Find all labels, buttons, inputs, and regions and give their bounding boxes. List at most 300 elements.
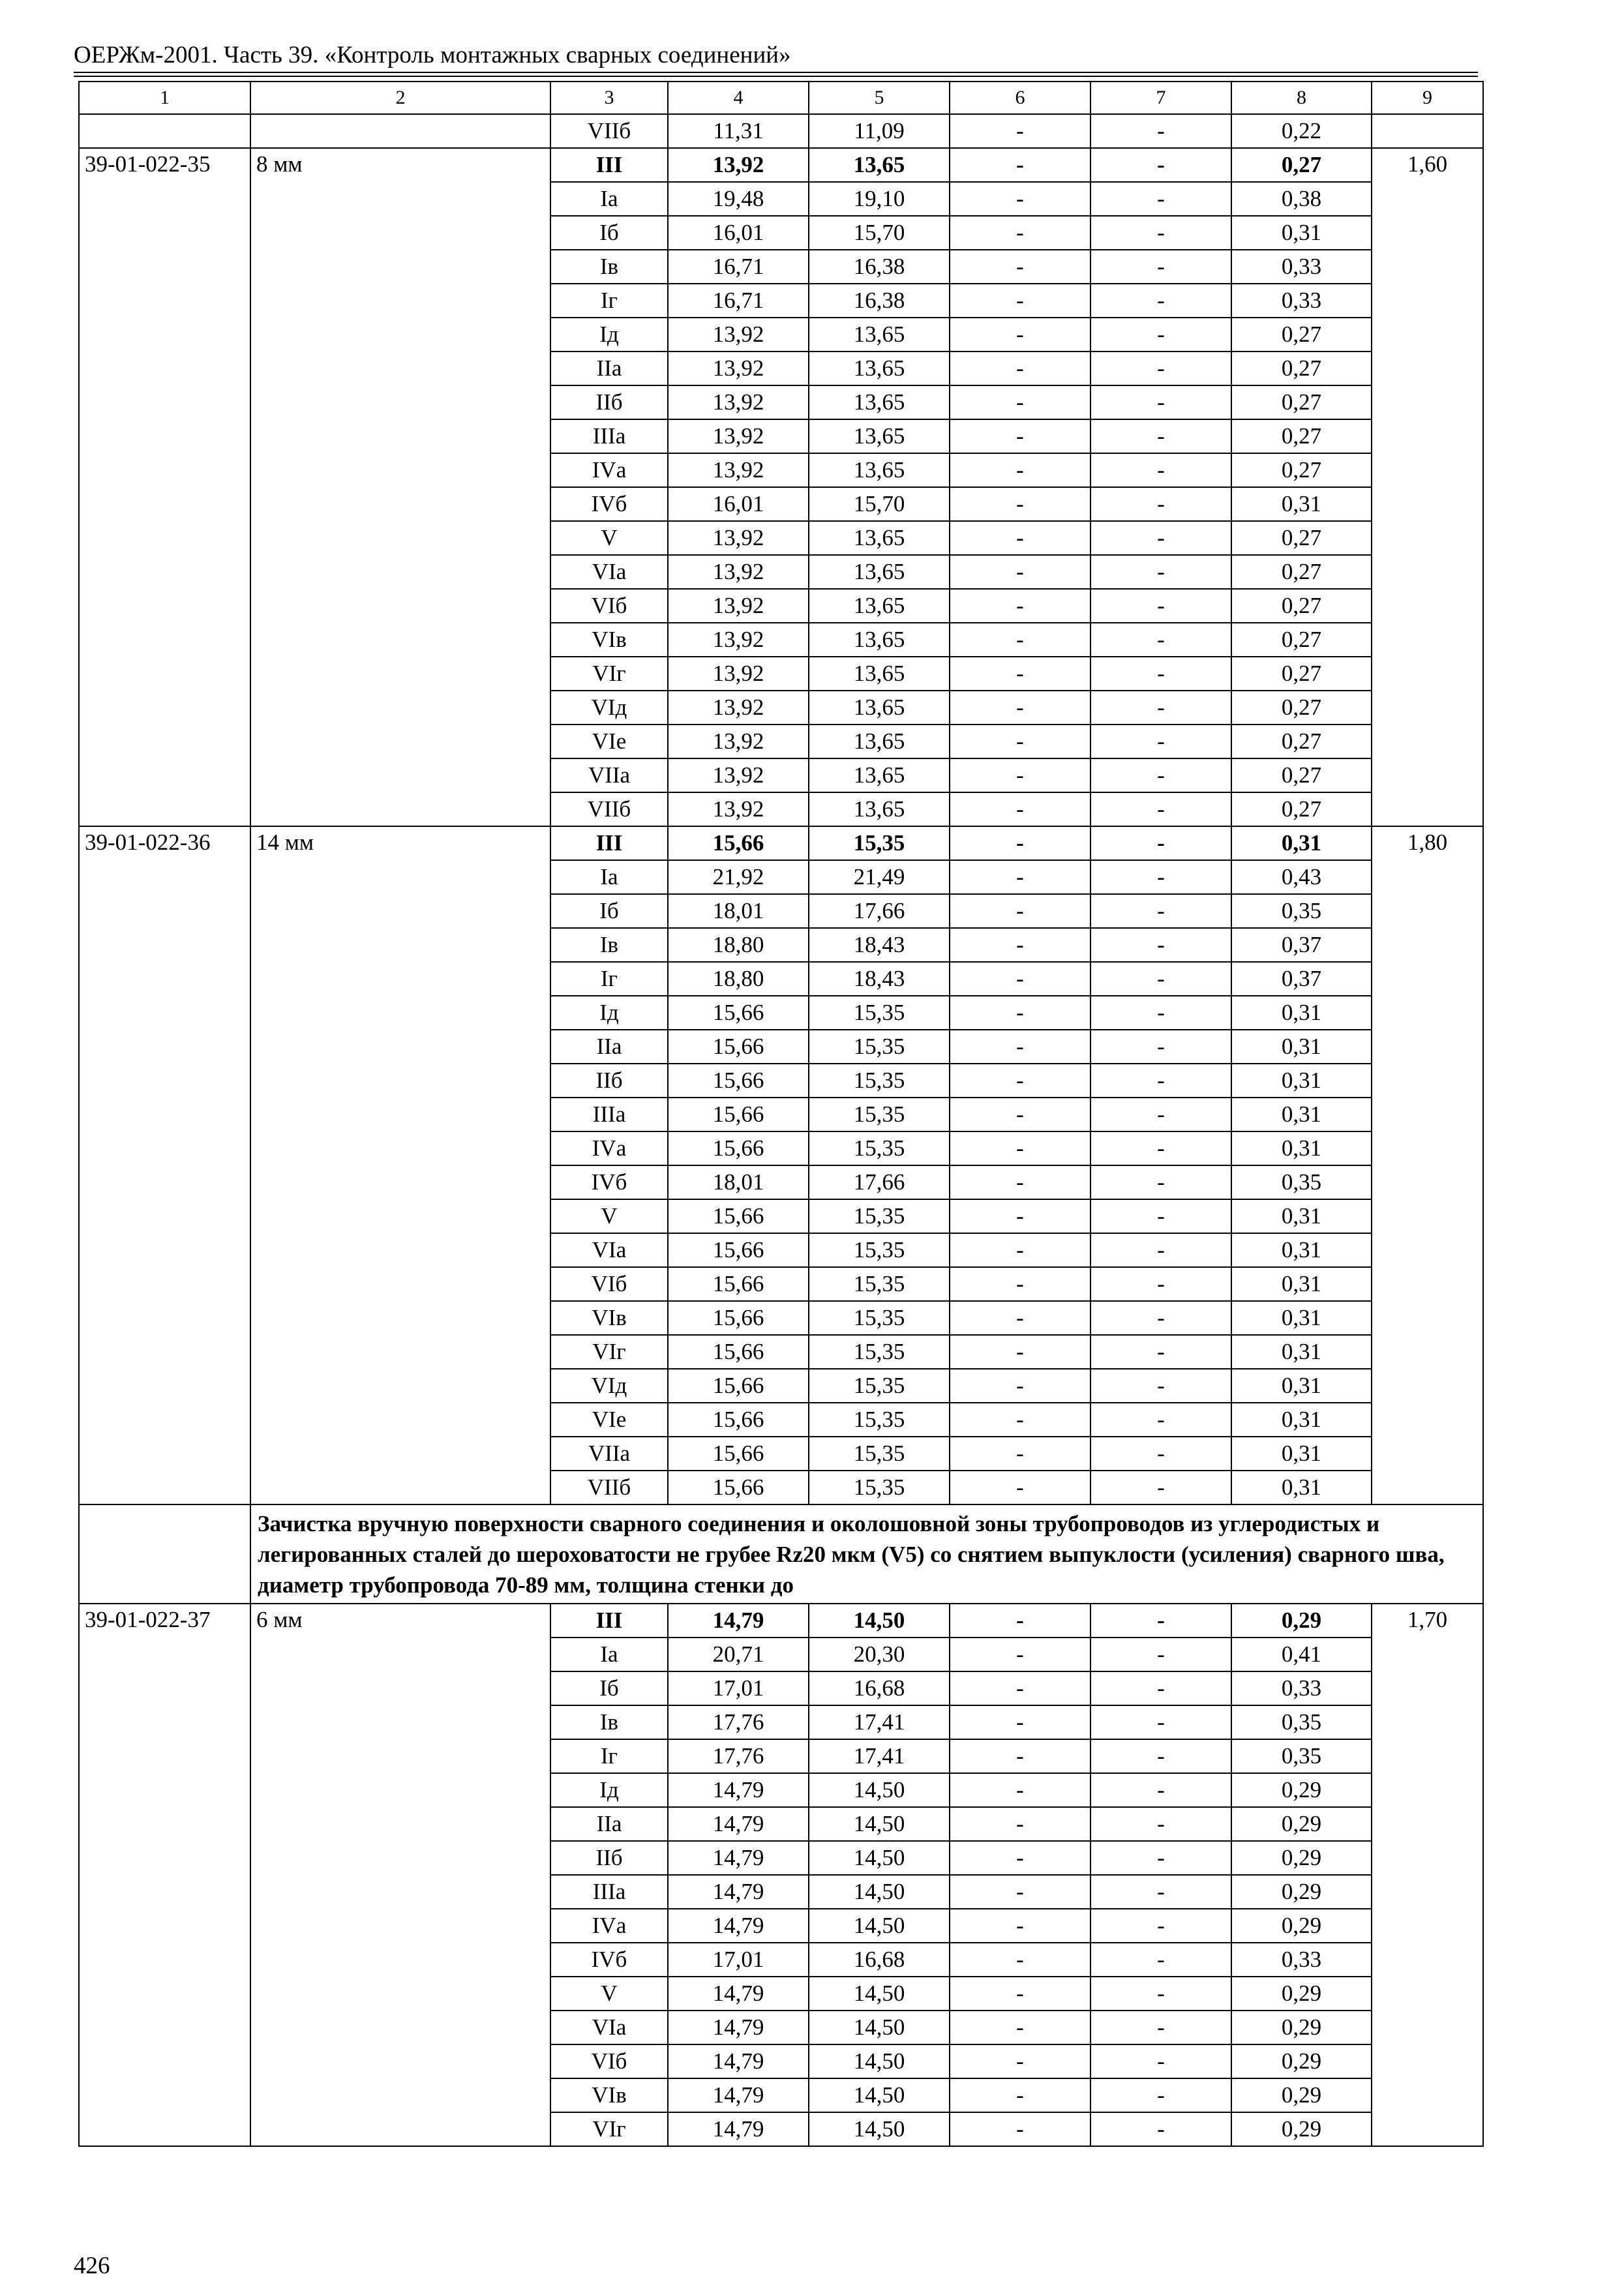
value-col4-cell: 15,66 — [668, 1403, 809, 1437]
value-col6-cell: - — [950, 1909, 1090, 1943]
value-col6-cell: - — [950, 792, 1090, 826]
value-col8-cell: 0,27 — [1231, 589, 1372, 623]
coefficient-cell: 1,80 — [1372, 826, 1483, 1504]
value-col5-cell: 13,65 — [809, 453, 950, 487]
value-col8-cell: 0,31 — [1231, 1437, 1372, 1471]
value-col8-cell: 0,31 — [1231, 1030, 1372, 1064]
value-col5-cell: 14,50 — [809, 2112, 950, 2146]
coefficient-cell: 1,70 — [1372, 1604, 1483, 2146]
value-col6-cell: - — [950, 1131, 1090, 1165]
value-col5-cell: 14,50 — [809, 2044, 950, 2078]
column-number: 7 — [1090, 82, 1231, 114]
zone-cell: VIIб — [550, 114, 668, 148]
empty-cell — [79, 1504, 250, 1604]
value-col5-cell: 15,70 — [809, 487, 950, 521]
zone-cell: VIв — [550, 623, 668, 657]
value-col4-cell: 18,01 — [668, 1165, 809, 1199]
value-col4-cell: 18,80 — [668, 928, 809, 962]
value-col4-cell: 13,92 — [668, 589, 809, 623]
zone-cell: VIе — [550, 725, 668, 758]
zone-cell: Iа — [550, 182, 668, 216]
value-col4-cell: 13,92 — [668, 385, 809, 419]
value-col6-cell: - — [950, 1471, 1090, 1504]
value-col4-cell: 13,92 — [668, 148, 809, 182]
value-col7-cell: - — [1090, 860, 1231, 894]
zone-cell: IIIа — [550, 1098, 668, 1131]
value-col6-cell: - — [950, 352, 1090, 385]
value-col5-cell: 15,35 — [809, 1064, 950, 1098]
value-col7-cell: - — [1090, 1233, 1231, 1267]
value-col7-cell: - — [1090, 1471, 1231, 1504]
value-col5-cell: 15,35 — [809, 1369, 950, 1403]
value-col7-cell: - — [1090, 419, 1231, 453]
rate-group-row — [79, 1604, 1483, 1638]
value-col6-cell: - — [950, 521, 1090, 555]
table-row — [79, 114, 1483, 148]
value-col4-cell: 13,92 — [668, 623, 809, 657]
value-col8-cell: 0,31 — [1231, 1369, 1372, 1403]
value-col7-cell: - — [1090, 318, 1231, 352]
value-col7-cell: - — [1090, 1267, 1231, 1301]
value-col8-cell: 0,31 — [1231, 1403, 1372, 1437]
value-col6-cell: - — [950, 826, 1090, 860]
value-col6-cell: - — [950, 148, 1090, 182]
value-col4-cell: 13,92 — [668, 792, 809, 826]
zone-cell: VIа — [550, 555, 668, 589]
zone-cell: VIд — [550, 1369, 668, 1403]
zone-cell: Iб — [550, 894, 668, 928]
rate-parameter: 8 мм — [250, 148, 550, 826]
column-number: 5 — [809, 82, 950, 114]
value-col4-cell: 13,92 — [668, 691, 809, 725]
value-col5-cell: 15,70 — [809, 216, 950, 250]
value-col6-cell: - — [950, 2078, 1090, 2112]
value-col5-cell: 21,49 — [809, 860, 950, 894]
value-col6-cell: - — [950, 1841, 1090, 1875]
zone-cell: Iг — [550, 962, 668, 996]
value-col7-cell: - — [1090, 996, 1231, 1030]
zone-cell: VIа — [550, 2011, 668, 2044]
value-col5-cell: 16,68 — [809, 1943, 950, 1977]
value-col5-cell: 16,38 — [809, 250, 950, 284]
value-col8-cell: 0,43 — [1231, 860, 1372, 894]
value-col7-cell: - — [1090, 1671, 1231, 1705]
value-col6-cell: - — [950, 725, 1090, 758]
zone-cell: IVб — [550, 1943, 668, 1977]
value-col8-cell: 0,29 — [1231, 2078, 1372, 2112]
value-col5-cell: 14,50 — [809, 1977, 950, 2011]
header-rule — [74, 76, 1478, 77]
value-col5-cell: 15,35 — [809, 1199, 950, 1233]
zone-cell: III — [550, 1604, 668, 1638]
header-rule — [74, 72, 1478, 73]
value-col6-cell: - — [950, 1098, 1090, 1131]
value-col5-cell: 13,65 — [809, 758, 950, 792]
value-col8-cell: 0,35 — [1231, 1739, 1372, 1773]
page-number: 426 — [74, 2252, 110, 2279]
value-col6-cell: - — [950, 1199, 1090, 1233]
column-number: 6 — [950, 82, 1090, 114]
value-col7-cell: - — [1090, 894, 1231, 928]
value-col5-cell: 15,35 — [809, 1437, 950, 1471]
rate-code: 39-01-022-36 — [79, 826, 250, 1504]
value-col6-cell: - — [950, 453, 1090, 487]
value-col5-cell: 14,50 — [809, 1604, 950, 1638]
zone-cell: Iд — [550, 996, 668, 1030]
value-col8-cell: 0,33 — [1231, 250, 1372, 284]
value-col6-cell: - — [950, 250, 1090, 284]
value-col8-cell: 0,27 — [1231, 657, 1372, 691]
value-col8-cell: 0,35 — [1231, 1165, 1372, 1199]
zone-cell: VIб — [550, 2044, 668, 2078]
value-col4-cell: 14,79 — [668, 1841, 809, 1875]
value-col7-cell: - — [1090, 1739, 1231, 1773]
value-col5-cell: 15,35 — [809, 1030, 950, 1064]
zone-cell: VIа — [550, 1233, 668, 1267]
value-col6-cell: - — [950, 657, 1090, 691]
value-col8-cell: 0,27 — [1231, 792, 1372, 826]
value-col5-cell: 13,65 — [809, 352, 950, 385]
value-col5-cell: 18,43 — [809, 928, 950, 962]
value-col5-cell: 17,66 — [809, 894, 950, 928]
empty-cell — [79, 114, 250, 148]
rate-code: 39-01-022-37 — [79, 1604, 250, 2146]
value-col5-cell: 15,35 — [809, 1471, 950, 1504]
value-col7-cell: - — [1090, 962, 1231, 996]
value-col7-cell: - — [1090, 1098, 1231, 1131]
value-col8-cell: 0,35 — [1231, 1705, 1372, 1739]
value-col6-cell: - — [950, 2044, 1090, 2078]
value-col6-cell: - — [950, 1437, 1090, 1471]
value-col8-cell: 0,31 — [1231, 1098, 1372, 1131]
value-col8-cell: 0,27 — [1231, 555, 1372, 589]
value-col7-cell: - — [1090, 623, 1231, 657]
value-col7-cell: - — [1090, 284, 1231, 318]
value-col6-cell: - — [950, 1233, 1090, 1267]
zone-cell: Iв — [550, 1705, 668, 1739]
value-col7-cell: - — [1090, 1437, 1231, 1471]
value-col6-cell: - — [950, 691, 1090, 725]
value-col5-cell: 20,30 — [809, 1638, 950, 1671]
value-col4-cell: 19,48 — [668, 182, 809, 216]
value-col7-cell: - — [1090, 487, 1231, 521]
value-col4-cell: 13,92 — [668, 318, 809, 352]
value-col5-cell: 15,35 — [809, 1403, 950, 1437]
value-col7-cell: - — [1090, 1909, 1231, 1943]
value-col6-cell: - — [950, 419, 1090, 453]
rate-code: 39-01-022-35 — [79, 148, 250, 826]
value-col5-cell: 16,68 — [809, 1671, 950, 1705]
zone-cell: VIд — [550, 691, 668, 725]
value-col5-cell: 18,43 — [809, 962, 950, 996]
section-description: Зачистка вручную поверхности сварного соединения и околошовной зоны трубопроводов из углеродистых и легированных сталей до шероховатости не грубее Rz20 мкм (V5) со снятием выпуклости (усиления) сварного шва, диаметр трубопровода 70-89 мм, толщина стенки до — [250, 1504, 1483, 1604]
zone-cell: VIе — [550, 1403, 668, 1437]
value-col4-cell: 13,92 — [668, 352, 809, 385]
zone-cell: IIб — [550, 385, 668, 419]
zone-cell: V — [550, 521, 668, 555]
value-col6-cell: - — [950, 758, 1090, 792]
value-col6-cell: - — [950, 1875, 1090, 1909]
value-col6-cell: - — [950, 1301, 1090, 1335]
value-col8-cell: 0,29 — [1231, 1875, 1372, 1909]
value-col5-cell: 17,66 — [809, 1165, 950, 1199]
value-col5-cell: 13,65 — [809, 725, 950, 758]
value-col5-cell: 13,65 — [809, 148, 950, 182]
zone-cell: Iд — [550, 318, 668, 352]
value-col6-cell: - — [950, 962, 1090, 996]
value-col8-cell: 0,22 — [1231, 114, 1372, 148]
value-col7-cell: - — [1090, 216, 1231, 250]
column-number: 4 — [668, 82, 809, 114]
value-col4-cell: 15,66 — [668, 1369, 809, 1403]
page-header-title: ОЕРЖм-2001. Часть 39. «Контроль монтажных сварных соединений» — [74, 42, 791, 68]
column-number: 8 — [1231, 82, 1372, 114]
value-col8-cell: 0,29 — [1231, 2011, 1372, 2044]
value-col4-cell: 14,79 — [668, 2112, 809, 2146]
zone-cell: IIа — [550, 1807, 668, 1841]
zone-cell: IIб — [550, 1064, 668, 1098]
value-col4-cell: 14,79 — [668, 2078, 809, 2112]
value-col8-cell: 0,31 — [1231, 996, 1372, 1030]
value-col8-cell: 0,31 — [1231, 1131, 1372, 1165]
value-col5-cell: 15,35 — [809, 1335, 950, 1369]
zone-cell: IIа — [550, 1030, 668, 1064]
value-col4-cell: 15,66 — [668, 826, 809, 860]
value-col5-cell: 13,65 — [809, 555, 950, 589]
value-col7-cell: - — [1090, 1369, 1231, 1403]
zone-cell: IVб — [550, 1165, 668, 1199]
value-col5-cell: 14,50 — [809, 1807, 950, 1841]
zone-cell: Iа — [550, 1638, 668, 1671]
value-col4-cell: 16,71 — [668, 250, 809, 284]
zone-cell: VIIб — [550, 792, 668, 826]
zone-cell: Iв — [550, 250, 668, 284]
value-col4-cell: 13,92 — [668, 758, 809, 792]
zone-cell: VIIа — [550, 1437, 668, 1471]
rate-parameter: 6 мм — [250, 1604, 550, 2146]
value-col6-cell: - — [950, 1165, 1090, 1199]
zone-cell: IVа — [550, 1909, 668, 1943]
value-col4-cell: 21,92 — [668, 860, 809, 894]
value-col8-cell: 0,27 — [1231, 318, 1372, 352]
value-col7-cell: - — [1090, 114, 1231, 148]
zone-cell: IVб — [550, 487, 668, 521]
value-col8-cell: 0,27 — [1231, 725, 1372, 758]
value-col4-cell: 16,01 — [668, 216, 809, 250]
value-col4-cell: 14,79 — [668, 2011, 809, 2044]
value-col5-cell: 16,38 — [809, 284, 950, 318]
value-col4-cell: 18,01 — [668, 894, 809, 928]
value-col6-cell: - — [950, 894, 1090, 928]
zone-cell: VIIб — [550, 1471, 668, 1504]
value-col7-cell: - — [1090, 792, 1231, 826]
section-description-row — [79, 1504, 1483, 1604]
value-col8-cell: 0,29 — [1231, 2112, 1372, 2146]
value-col5-cell: 14,50 — [809, 1773, 950, 1807]
value-col6-cell: - — [950, 1030, 1090, 1064]
value-col7-cell: - — [1090, 691, 1231, 725]
value-col7-cell: - — [1090, 657, 1231, 691]
value-col4-cell: 20,71 — [668, 1638, 809, 1671]
coefficient-cell: 1,60 — [1372, 148, 1483, 826]
value-col5-cell: 19,10 — [809, 182, 950, 216]
value-col8-cell: 0,31 — [1231, 826, 1372, 860]
value-col7-cell: - — [1090, 182, 1231, 216]
value-col4-cell: 14,79 — [668, 1977, 809, 2011]
value-col5-cell: 13,65 — [809, 792, 950, 826]
value-col7-cell: - — [1090, 385, 1231, 419]
zone-cell: VIб — [550, 1267, 668, 1301]
value-col5-cell: 15,35 — [809, 1267, 950, 1301]
value-col7-cell: - — [1090, 2078, 1231, 2112]
value-col6-cell: - — [950, 385, 1090, 419]
value-col4-cell: 11,31 — [668, 114, 809, 148]
value-col5-cell: 14,50 — [809, 1875, 950, 1909]
value-col7-cell: - — [1090, 453, 1231, 487]
value-col8-cell: 0,31 — [1231, 1267, 1372, 1301]
value-col8-cell: 0,29 — [1231, 2044, 1372, 2078]
value-col5-cell: 14,50 — [809, 1841, 950, 1875]
value-col7-cell: - — [1090, 2044, 1231, 2078]
value-col8-cell: 0,33 — [1231, 284, 1372, 318]
value-col4-cell: 15,66 — [668, 1098, 809, 1131]
value-col7-cell: - — [1090, 589, 1231, 623]
value-col8-cell: 0,29 — [1231, 1841, 1372, 1875]
value-col7-cell: - — [1090, 826, 1231, 860]
zone-cell: V — [550, 1977, 668, 2011]
value-col6-cell: - — [950, 928, 1090, 962]
value-col4-cell: 15,66 — [668, 1437, 809, 1471]
value-col8-cell: 0,27 — [1231, 352, 1372, 385]
value-col6-cell: - — [950, 318, 1090, 352]
value-col5-cell: 17,41 — [809, 1705, 950, 1739]
zone-cell: Iг — [550, 284, 668, 318]
value-col7-cell: - — [1090, 1335, 1231, 1369]
value-col4-cell: 15,66 — [668, 1064, 809, 1098]
value-col8-cell: 0,38 — [1231, 182, 1372, 216]
value-col4-cell: 17,01 — [668, 1943, 809, 1977]
zone-cell: III — [550, 148, 668, 182]
value-col8-cell: 0,35 — [1231, 894, 1372, 928]
value-col8-cell: 0,31 — [1231, 1064, 1372, 1098]
value-col8-cell: 0,31 — [1231, 216, 1372, 250]
value-col6-cell: - — [950, 1064, 1090, 1098]
zone-cell: Iб — [550, 216, 668, 250]
value-col5-cell: 15,35 — [809, 1131, 950, 1165]
value-col4-cell: 15,66 — [668, 1471, 809, 1504]
value-col8-cell: 0,41 — [1231, 1638, 1372, 1671]
value-col8-cell: 0,29 — [1231, 1977, 1372, 2011]
value-col6-cell: - — [950, 1671, 1090, 1705]
value-col4-cell: 16,01 — [668, 487, 809, 521]
column-number: 9 — [1372, 82, 1483, 114]
value-col8-cell: 0,27 — [1231, 385, 1372, 419]
zone-cell: VIг — [550, 2112, 668, 2146]
value-col7-cell: - — [1090, 1131, 1231, 1165]
value-col6-cell: - — [950, 2112, 1090, 2146]
value-col6-cell: - — [950, 1335, 1090, 1369]
zone-cell: IVа — [550, 453, 668, 487]
zone-cell: III — [550, 826, 668, 860]
zone-cell: Iд — [550, 1773, 668, 1807]
value-col8-cell: 0,27 — [1231, 148, 1372, 182]
value-col7-cell: - — [1090, 1705, 1231, 1739]
value-col8-cell: 0,31 — [1231, 1335, 1372, 1369]
value-col6-cell: - — [950, 996, 1090, 1030]
value-col8-cell: 0,31 — [1231, 1199, 1372, 1233]
value-col6-cell: - — [950, 1267, 1090, 1301]
column-number: 2 — [250, 82, 550, 114]
value-col7-cell: - — [1090, 1875, 1231, 1909]
value-col4-cell: 13,92 — [668, 725, 809, 758]
value-col6-cell: - — [950, 2011, 1090, 2044]
value-col5-cell: 17,41 — [809, 1739, 950, 1773]
value-col4-cell: 15,66 — [668, 1335, 809, 1369]
value-col7-cell: - — [1090, 725, 1231, 758]
value-col4-cell: 15,66 — [668, 1030, 809, 1064]
column-number-row — [79, 82, 1483, 114]
empty-cell — [250, 114, 550, 148]
value-col4-cell: 15,66 — [668, 996, 809, 1030]
value-col6-cell: - — [950, 589, 1090, 623]
value-col4-cell: 14,79 — [668, 2044, 809, 2078]
value-col4-cell: 13,92 — [668, 521, 809, 555]
value-col8-cell: 0,29 — [1231, 1604, 1372, 1638]
zone-cell: VIв — [550, 1301, 668, 1335]
value-col4-cell: 15,66 — [668, 1233, 809, 1267]
value-col4-cell: 15,66 — [668, 1301, 809, 1335]
value-col7-cell: - — [1090, 250, 1231, 284]
rate-group-row — [79, 826, 1483, 860]
value-col7-cell: - — [1090, 1165, 1231, 1199]
value-col5-cell: 13,65 — [809, 657, 950, 691]
value-col5-cell: 13,65 — [809, 623, 950, 657]
value-col5-cell: 15,35 — [809, 1301, 950, 1335]
value-col5-cell: 13,65 — [809, 385, 950, 419]
value-col6-cell: - — [950, 1604, 1090, 1638]
value-col6-cell: - — [950, 1807, 1090, 1841]
value-col6-cell: - — [950, 1773, 1090, 1807]
value-col7-cell: - — [1090, 148, 1231, 182]
value-col8-cell: 0,27 — [1231, 521, 1372, 555]
value-col7-cell: - — [1090, 758, 1231, 792]
value-col5-cell: 13,65 — [809, 419, 950, 453]
value-col6-cell: - — [950, 216, 1090, 250]
value-col7-cell: - — [1090, 1030, 1231, 1064]
value-col8-cell: 0,27 — [1231, 758, 1372, 792]
value-col5-cell: 13,65 — [809, 521, 950, 555]
value-col4-cell: 13,92 — [668, 419, 809, 453]
value-col8-cell: 0,27 — [1231, 453, 1372, 487]
value-col4-cell: 15,66 — [668, 1267, 809, 1301]
value-col7-cell: - — [1090, 352, 1231, 385]
value-col8-cell: 0,31 — [1231, 487, 1372, 521]
column-number: 1 — [79, 82, 250, 114]
value-col7-cell: - — [1090, 1977, 1231, 2011]
value-col4-cell: 13,92 — [668, 453, 809, 487]
value-col7-cell: - — [1090, 1943, 1231, 1977]
value-col7-cell: - — [1090, 2011, 1231, 2044]
value-col4-cell: 18,80 — [668, 962, 809, 996]
value-col7-cell: - — [1090, 1403, 1231, 1437]
value-col6-cell: - — [950, 1943, 1090, 1977]
value-col4-cell: 17,76 — [668, 1705, 809, 1739]
zone-cell: IIIа — [550, 1875, 668, 1909]
value-col8-cell: 0,31 — [1231, 1233, 1372, 1267]
value-col5-cell: 14,50 — [809, 1909, 950, 1943]
value-col6-cell: - — [950, 284, 1090, 318]
value-col5-cell: 14,50 — [809, 2078, 950, 2112]
